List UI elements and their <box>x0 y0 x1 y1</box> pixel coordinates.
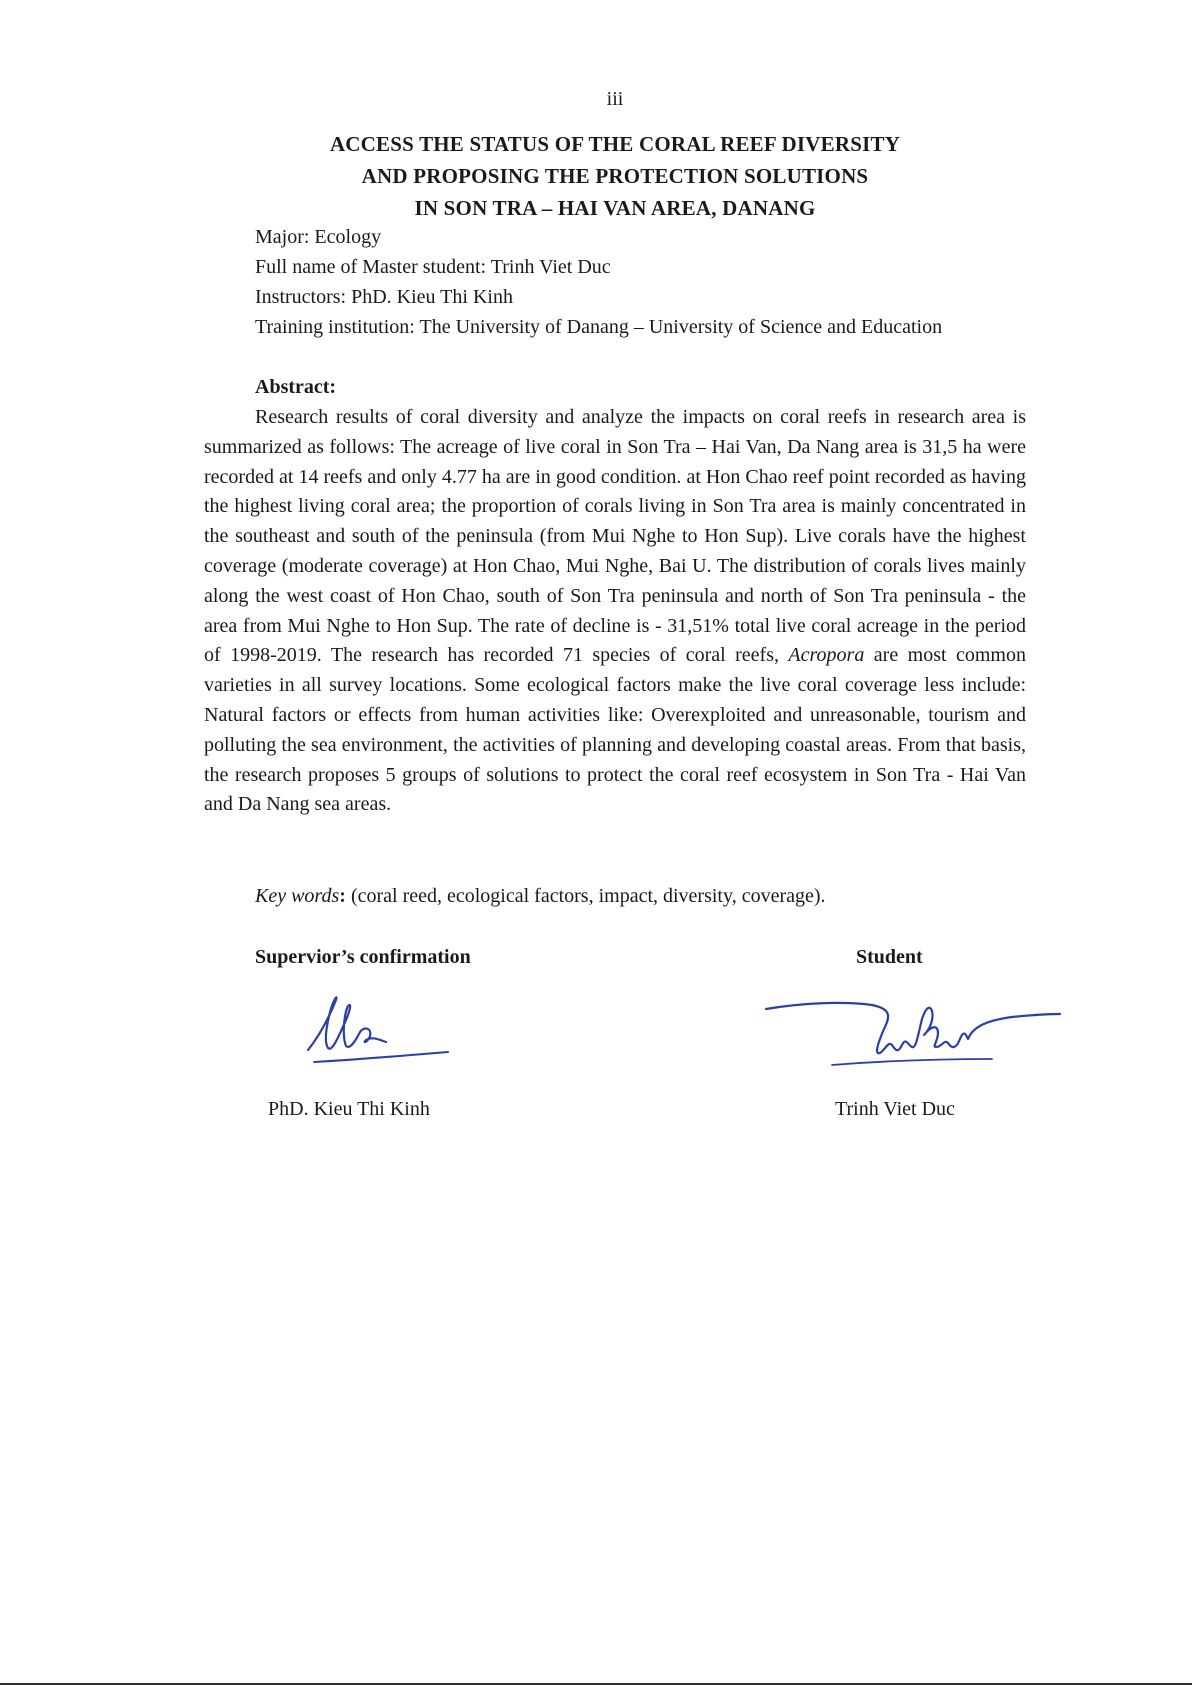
page-number: iii <box>606 88 624 110</box>
thesis-title <box>0 128 1192 224</box>
student-name: Trinh Viet Duc <box>835 1098 955 1120</box>
title-line-2: AND PROPOSING THE PROTECTION SOLUTIONS <box>361 164 869 188</box>
major-line: Major: Ecology <box>255 226 382 248</box>
thesis-info <box>255 222 942 342</box>
keywords-text: (coral reed, ecological factors, impact, diversity, coverage). <box>345 885 826 907</box>
title-line-1: ACCESS THE STATUS OF THE CORAL REEF DIVERSITY <box>329 132 901 156</box>
student-line: Full name of Master student: Trinh Viet Duc <box>255 256 611 278</box>
institution-line: Training institution: The University of Danang – University of Science and Education <box>255 316 943 338</box>
student-heading: Student <box>856 946 923 968</box>
title-line-3: IN SON TRA – HAI VAN AREA, DANANG <box>414 196 816 220</box>
abstract-heading: Abstract: <box>255 376 337 398</box>
student-signature <box>762 995 1062 1085</box>
supervisor-name: PhD. Kieu Thi Kinh <box>268 1098 430 1120</box>
abstract-text-part-2: are most common varieties in all survey locations. Some ecological factors make the live coral coverage less include: Natural factors or effects from human activities like: Overexploited and unreasonable, tourism and polluting the sea environment, the activities of planning and developing coastal areas. From that basis, the research proposes 5 groups of solutions to protect the coral reef ecosystem in Son Tra - Hai Van and Da Nang sea areas. <box>204 644 1026 816</box>
supervisor-signature <box>300 990 460 1070</box>
keywords-colon: : <box>339 885 346 907</box>
keywords-line <box>255 885 826 908</box>
instructors-line: Instructors: PhD. Kieu Thi Kinh <box>255 286 513 308</box>
keywords-label: Key words <box>255 885 340 907</box>
supervisor-heading: Supervior’s confirmation <box>255 946 471 968</box>
abstract-text-part-1: Research results of coral diversity and analyze the impacts on coral reefs in research area is summarized as follows: The acreage of live coral in Son Tra – Hai Van, Da Nang area is 31,5 ha were recorded at 14 reefs and only 4.77 ha are in good condition. at Hon Chao reef point recorded as having the highest living coral area; the proportion of corals living in Son Tra area is mainly concentrated in the southeast and south of the peninsula (from Mui Nghe to Hon Sup). Live corals have the highest coverage (moderate coverage) at Hon Chao, Mui Nghe, Bai U. The distribution of corals lives mainly along the west coast of Hon Chao, south of Son Tra peninsula and north of Son Tra peninsula - the area from Mui Nghe to Hon Sup. The rate of decline is - 31,51% total live coral acreage in the period of 1998-2019. The research has recorded 71 species of coral reefs, <box>204 406 1026 667</box>
abstract-body <box>204 403 1026 820</box>
abstract-italic-term: Acropora <box>788 644 865 667</box>
